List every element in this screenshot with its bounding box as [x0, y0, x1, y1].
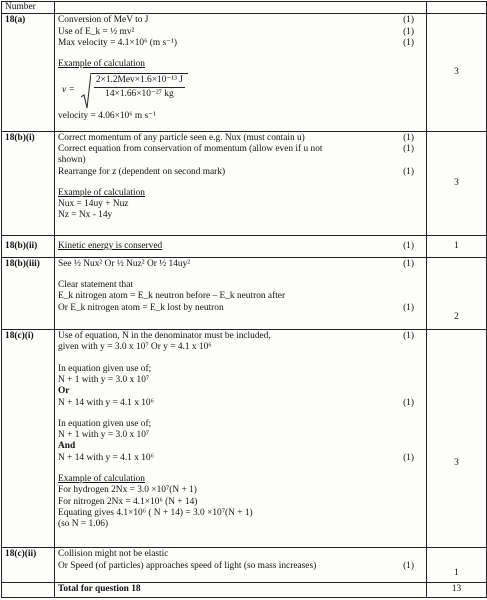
mark: (1) [403, 26, 414, 37]
answer-line: For nitrogen 2Nx = 4.1×10⁶ (N + 14) [58, 496, 198, 507]
mark: (1) [403, 15, 414, 26]
question-number: 18(c)(i) [2, 330, 55, 548]
answer-line: Kinetic energy is conserved [58, 240, 163, 251]
marks [342, 14, 427, 131]
mark: (1) [403, 258, 414, 269]
answer-line: given with y = 3.0 x 10⁷ Or y = 4.1 x 10⁶ [58, 342, 212, 353]
mark: (1) [403, 240, 414, 251]
example-heading: Example of calculation [58, 473, 145, 484]
answer-line: Nz = Nx - 14y [58, 210, 113, 221]
mark: (1) [403, 132, 414, 143]
example-heading: Example of calculation [58, 187, 145, 198]
mark: (1) [403, 143, 414, 154]
row-18biii [2, 257, 487, 329]
answer-line: Use of equation, N in the denominator must be included, [58, 331, 271, 342]
answer-text [55, 131, 342, 235]
marks [342, 131, 427, 235]
question-number: 18(b)(ii) [2, 235, 55, 257]
answer-line: Collision might not be elastic [58, 549, 169, 560]
row-18bii [2, 235, 487, 257]
answer-line: For hydrogen 2Nx = 3.0 ×10⁷(N + 1) [58, 485, 197, 496]
total-row [2, 583, 487, 598]
answer-line: And [58, 441, 76, 452]
mark: (1) [403, 331, 414, 342]
answer-text [55, 257, 342, 329]
answer-line: Equating gives 4.1×10⁶ ( N + 14) = 3.0 ×10⁷(N + 1) [58, 507, 253, 518]
answer-line: In equation given use of; [58, 418, 152, 429]
answer-line: Correct equation from conservation of momentum (allow even if u not [58, 143, 323, 154]
formula-variable: v = [62, 84, 75, 95]
answer-line: Or E_k nitrogen atom = E_k lost by neutron [58, 302, 224, 313]
fraction [91, 73, 188, 109]
row-total: 1 [427, 235, 487, 257]
mark-scheme-table [1, 1, 487, 598]
mark: (1) [403, 452, 414, 463]
row-18bi [2, 131, 487, 235]
header-row [2, 2, 487, 14]
numerator: 2×1.2Mev×1.6×10⁻¹³ J [94, 74, 185, 88]
answer-line: E_k nitrogen atom = E_k neutron before – E_k neutron after [58, 291, 286, 302]
radical-sign-icon [81, 73, 91, 109]
answer-line: Rearrange for z (dependent on second mark) [58, 166, 226, 177]
row-18ci [2, 330, 487, 548]
answer-line: Nux = 14uy + Nuz [58, 199, 129, 210]
mark: (1) [403, 560, 414, 571]
answer-line: N + 14 with y = 4.1 x 10⁶ [58, 452, 154, 463]
answer-line: Max velocity = 4.1×10⁶ (m s⁻¹) [58, 38, 177, 49]
answer-line: N + 1 with y = 3.0 x 10⁷ [58, 430, 150, 441]
answer-line: shown) [58, 155, 86, 166]
mark: (1) [403, 166, 414, 177]
answer-line: Use of E_k = ½ mv² [58, 26, 135, 37]
number-header: Number [2, 2, 55, 14]
marks [342, 330, 427, 548]
total-label: Total for question 18 [55, 583, 342, 598]
mark: (1) [403, 38, 414, 49]
row-total: 3 [427, 131, 487, 235]
answer-text [55, 548, 342, 583]
answer-line: In equation given use of; [58, 363, 152, 374]
answer-text [55, 235, 342, 257]
answer-line: velocity = 4.06×10⁶ m s⁻¹ [58, 110, 156, 121]
marks [342, 235, 427, 257]
answer-line: N + 14 with y = 4.1 x 10⁶ [58, 397, 154, 408]
question-number: 18(b)(iii) [2, 257, 55, 329]
answer-line: See ½ Nux² Or ½ Nuz² Or ½ 14uy² [58, 258, 191, 269]
question-number: 18(b)(i) [2, 131, 55, 235]
answer-line: N + 1 with y = 3.0 x 10⁷ [58, 374, 150, 385]
row-total: 2 [427, 257, 487, 329]
marks [342, 548, 427, 583]
question-number: 18(c)(ii) [2, 548, 55, 583]
mark: (1) [403, 397, 414, 408]
answer-text [55, 14, 342, 131]
velocity-formula [62, 73, 339, 109]
answer-line: Clear statement that [58, 280, 133, 291]
mark: (1) [403, 302, 414, 313]
row-total: 1 [427, 548, 487, 583]
row-18cii [2, 548, 487, 583]
row-total: 3 [427, 330, 487, 548]
square-root [81, 73, 188, 109]
marks [342, 257, 427, 329]
answer-line: Conversion of MeV to J [58, 15, 149, 26]
row-18a [2, 14, 487, 131]
denominator: 14×1.66×10⁻²⁷ kg [105, 89, 174, 100]
example-heading: Example of calculation [58, 59, 145, 70]
row-total: 3 [427, 14, 487, 131]
answer-line: Correct momentum of any particle seen e.g. Nux (must contain u) [58, 132, 305, 143]
grand-total: 13 [427, 583, 487, 598]
answer-line: (so N = 1.06) [58, 519, 109, 530]
answer-line: Or [58, 386, 70, 397]
question-number: 18(a) [2, 14, 55, 131]
answer-text [55, 330, 342, 548]
answer-line: Or Speed (of particles) approaches speed of light (so mass increases) [58, 560, 317, 571]
